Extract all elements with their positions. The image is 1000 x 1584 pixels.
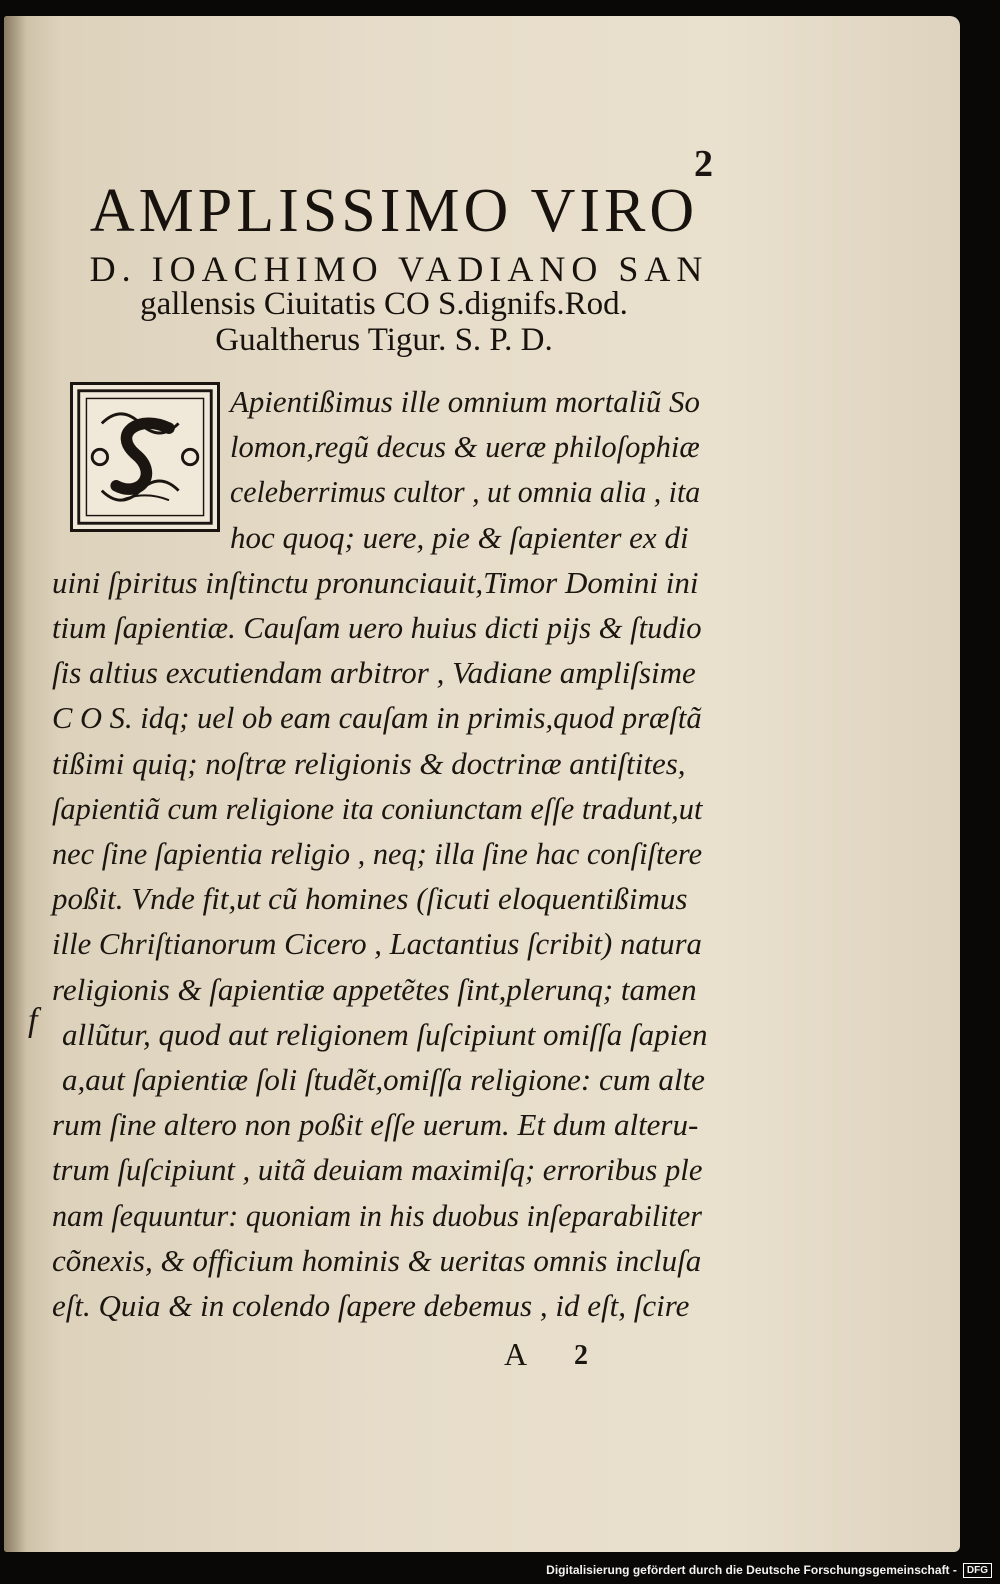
text-line: rum ſine altero non poßit eſſe uerum. Et dum alteru- bbox=[52, 1107, 699, 1143]
text-line: tißimi quiq; noſtræ religionis & doctrinæ antiſtites, bbox=[52, 745, 686, 781]
text-line: cõnexis, & officium hominis & ueritas omnis incluſa bbox=[52, 1242, 702, 1278]
footer-credit bbox=[546, 1558, 992, 1582]
text-line: tium ſapientiæ. Cauſam uero huius dicti pijs & ſtudio bbox=[52, 610, 702, 645]
text-line: religionis & ſapientiæ appetẽtes ſint,plerunq; tamen bbox=[52, 971, 697, 1007]
heading-line-4: Gualtherus Tigur. S. P. D. bbox=[215, 322, 553, 358]
dfg-logo: DFG bbox=[963, 1563, 992, 1578]
ornament-icon bbox=[73, 385, 217, 529]
text-line: a,aut ſapientiæ ſoli ſtudẽt,omiſſa religione: cum alte bbox=[62, 1062, 705, 1097]
text-line: ſis altius excutiendam arbitror , Vadiane ampliſsime bbox=[52, 655, 696, 691]
text-line: Apientißimus ille omnium mortaliũ So bbox=[230, 384, 700, 419]
book-page bbox=[4, 16, 960, 1552]
text-line: C O S. idq; uel ob eam cauſam in primis,quod præſtã bbox=[52, 700, 702, 736]
heading-line-2: D. IOACHIMO VADIANO SAN bbox=[89, 249, 709, 289]
text-line: allũtur, quod aut religionem ſuſcipiunt omiſſa ſapien bbox=[62, 1016, 708, 1052]
text-line: hoc quoq; uere, pie & ſapienter ex di bbox=[230, 519, 689, 555]
footer-text: Digitalisierung gefördert durch die Deutsche Forschungsgemeinschaft - bbox=[546, 1563, 957, 1577]
signature-letter: A bbox=[504, 1336, 528, 1372]
text-line: celeberrimus cultor , ut omnia alia , ita bbox=[230, 474, 701, 510]
decorated-initial-s bbox=[70, 382, 220, 532]
text-line: nec ſine ſapientia religio , neq; illa ſine hac conſiſtere bbox=[52, 836, 703, 871]
text-line: lomon,regũ decus & ueræ philoſophiæ bbox=[230, 429, 700, 465]
text-line: uini ſpiritus inſtinctu pronunciauit,Timor Domini ini bbox=[52, 564, 699, 600]
text-line: ille Chriſtianorum Cicero , Lactantius ſcribit) natura bbox=[52, 926, 702, 962]
text-line: trum ſuſcipiunt , uitã deuiam maximiſq; erroribus ple bbox=[52, 1152, 703, 1188]
margin-note: f bbox=[28, 1002, 38, 1039]
text-line: nam ſequuntur: quoniam in his duobus inſeparabiliter bbox=[52, 1197, 702, 1233]
signature-number: 2 bbox=[574, 1340, 588, 1371]
page-number: 2 bbox=[694, 143, 713, 185]
heading-line-1: AMPLISSIMO VIRO bbox=[89, 177, 699, 245]
text-line: poßit. Vnde fit,ut cũ homines (ſicuti eloquentißimus bbox=[52, 881, 688, 917]
heading-line-3: gallensis Ciuitatis CO S.dignifs.Rod. bbox=[140, 286, 628, 322]
text-line: eſt. Quia & in colendo ſapere debemus , id eſt, ſcire bbox=[52, 1288, 690, 1323]
text-line: ſapientiã cum religione ita coniunctam eſſe tradunt,ut bbox=[52, 790, 703, 826]
